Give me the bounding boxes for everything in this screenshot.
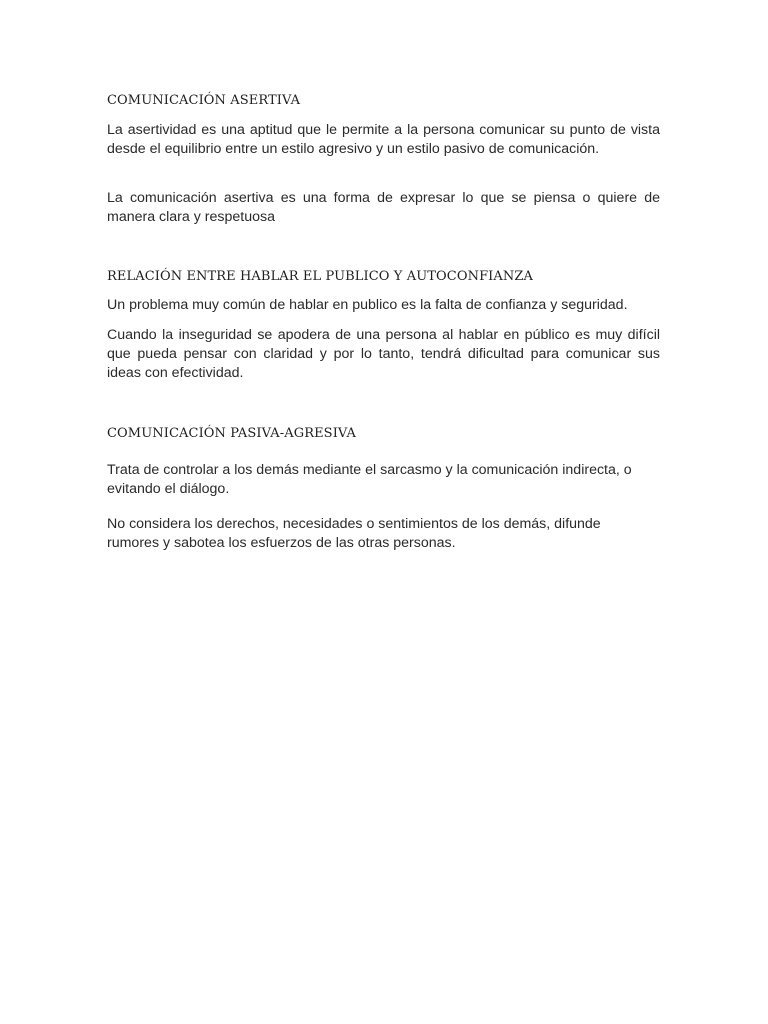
paragraph-inseguridad: Cuando la inseguridad se apodera de una persona al hablar en público es muy difícil que pueda pensar con claridad y por lo tanto, tendrá dificultad para comunicar sus ideas con efectividad. (107, 327, 660, 381)
paragraph-no-considera: No considera los derechos, necesidades o sentimientos de los demás, difunde rumores y sabotea los esfuerzos de las otras personas. (107, 516, 601, 551)
paragraph-trata-controlar: Trata de controlar a los demás mediante el sarcasmo y la comunicación indirecta, o evitando el diálogo. (107, 462, 632, 497)
paragraph-comunicacion-asertiva: La comunicación asertiva es una forma de expresar lo que se piensa o quiere de manera clara y respetuosa (107, 190, 660, 225)
paragraph-problema-comun: Un problema muy común de hablar en publico es la falta de confianza y seguridad. (107, 297, 628, 313)
section-heading-hablar-publico: RELACIÓN ENTRE HABLAR EL PUBLICO Y AUTOCONFIANZA (107, 269, 534, 284)
paragraph-asertividad-definicion: La asertividad es una aptitud que le permite a la persona comunicar su punto de vista desde el equilibrio entre un estilo agresivo y un estilo pasivo de comunicación. (107, 122, 660, 157)
section-heading-pasiva-agresiva: COMUNICACIÓN PASIVA-AGRESIVA (107, 426, 357, 441)
section-heading-asertiva: COMUNICACIÓN ASERTIVA (107, 93, 301, 108)
